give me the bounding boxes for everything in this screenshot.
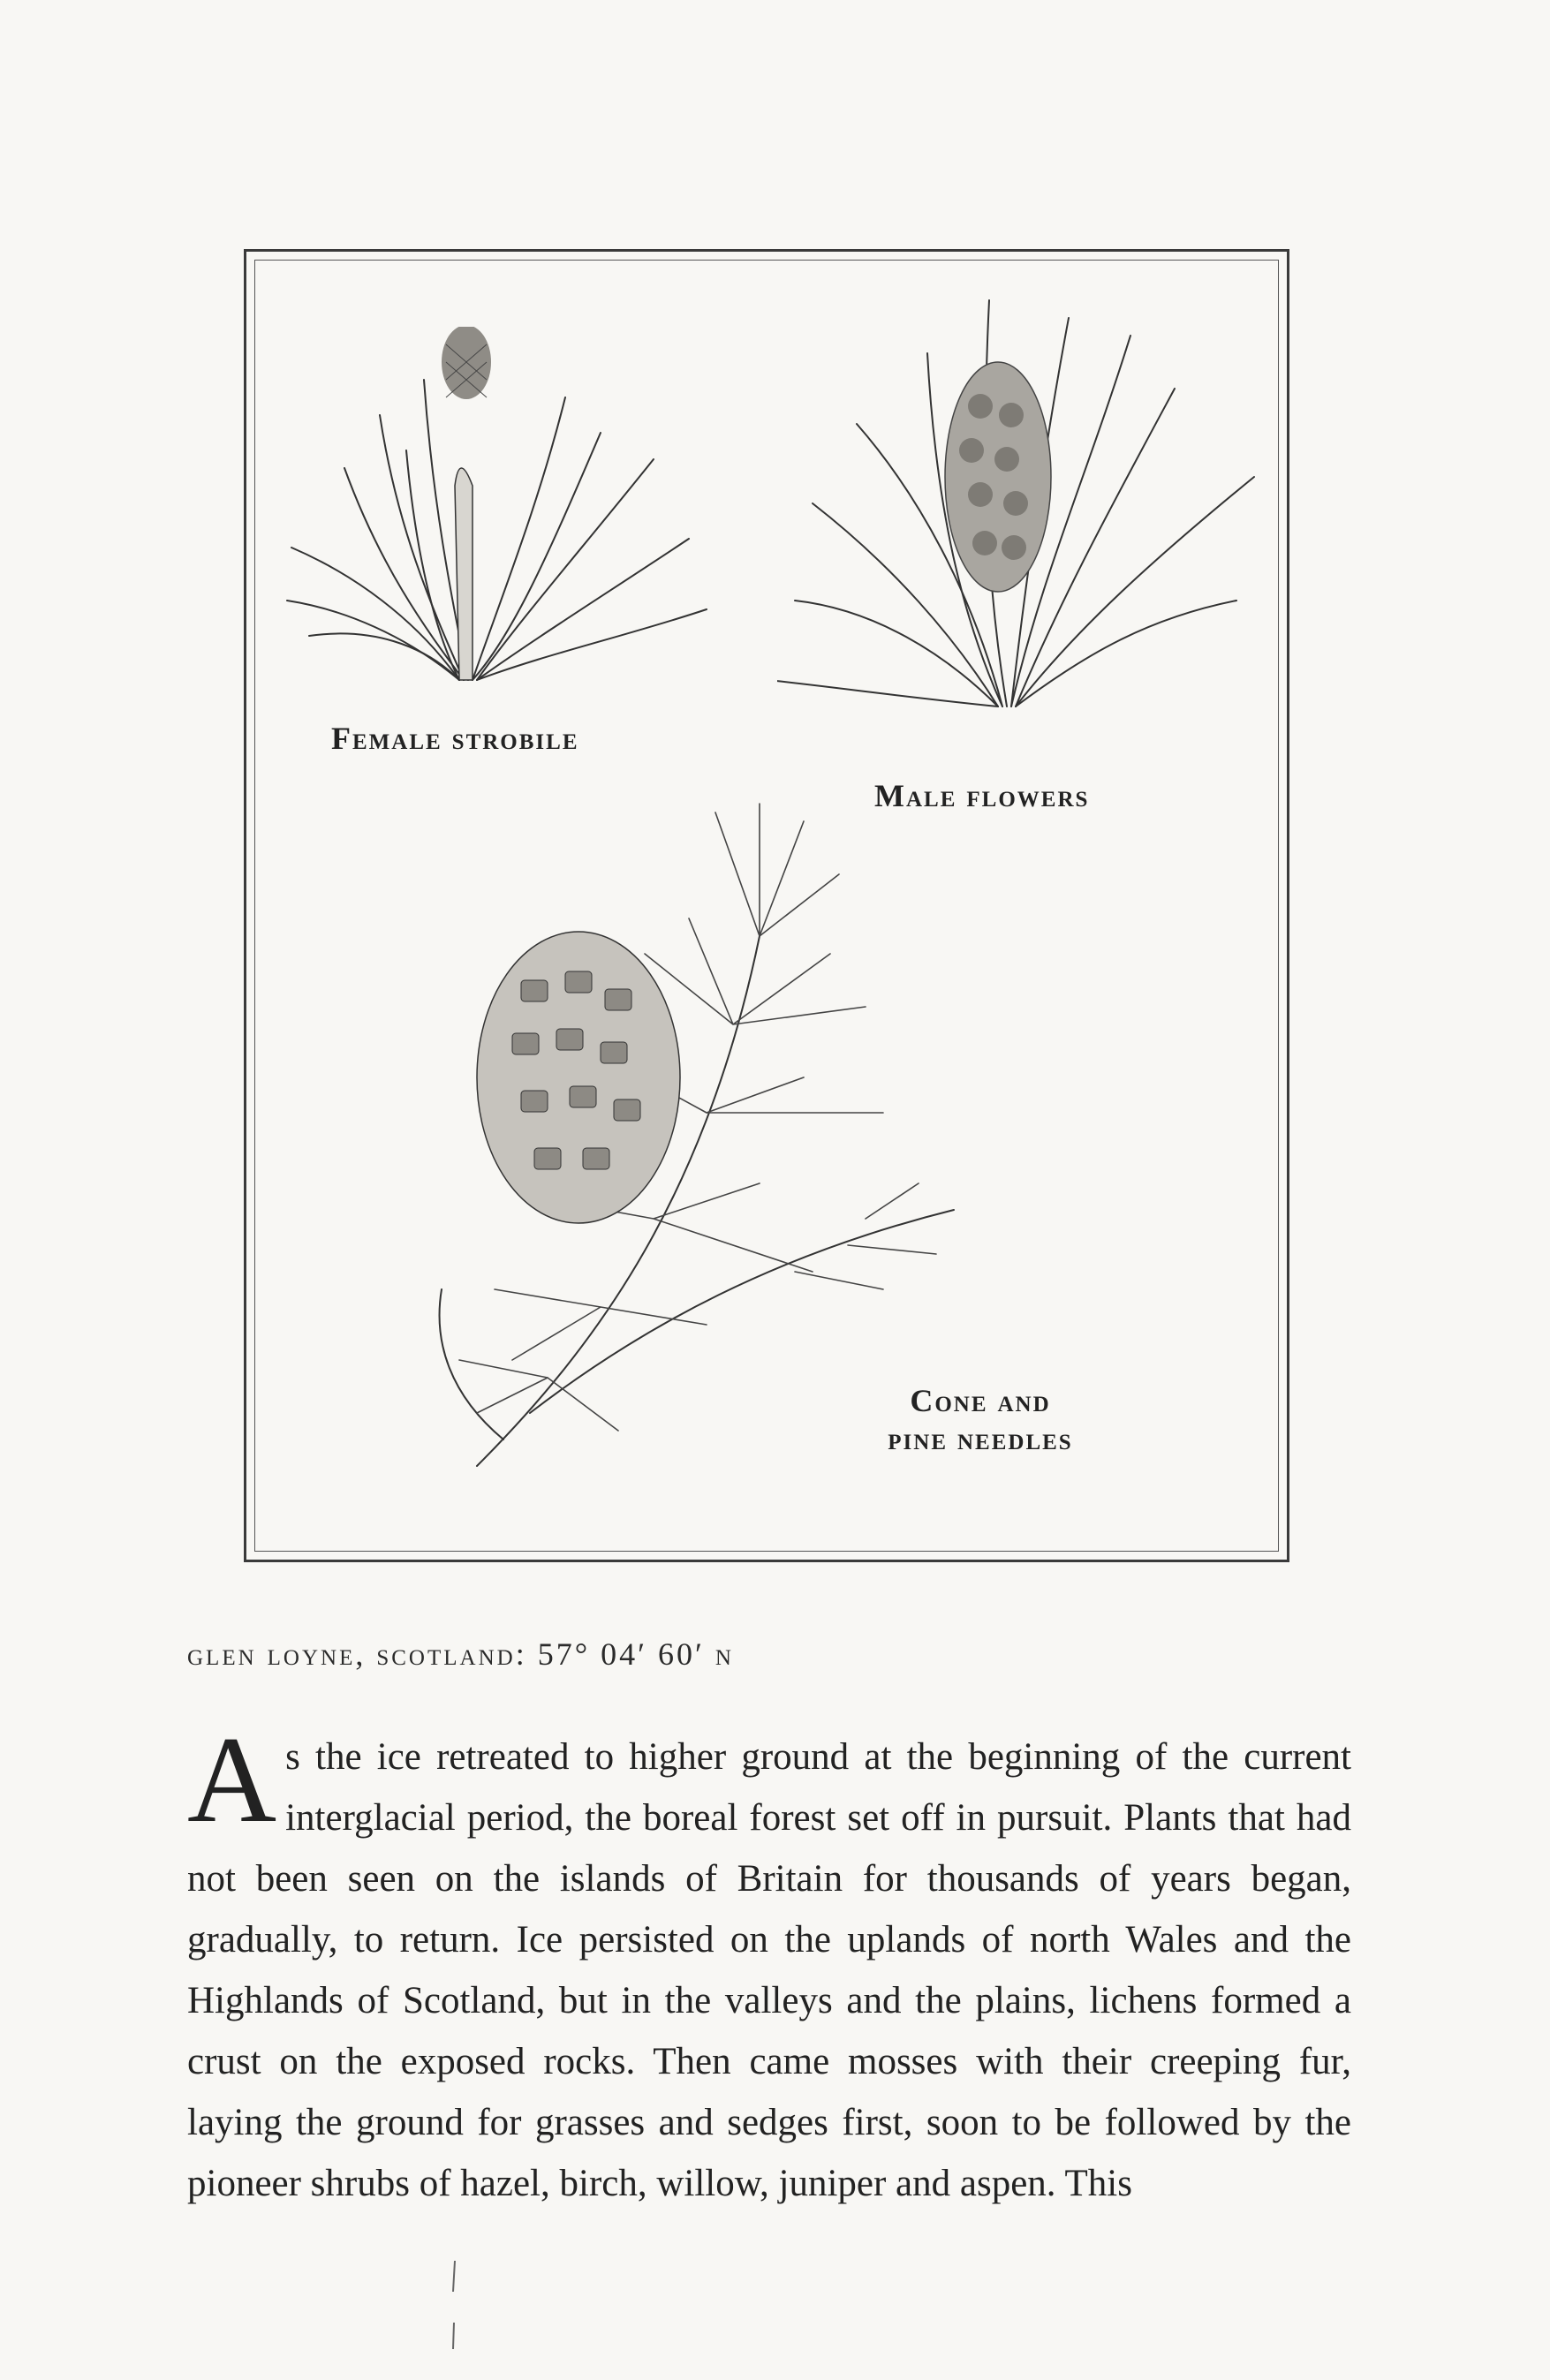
body-paragraph [187,1711,1351,2214]
male-flowers-icon [777,283,1272,724]
cone-label-line1: Cone and [910,1383,1051,1418]
cone-label [866,1382,1095,1458]
stray-pencil-mark [446,2256,464,2354]
female-strobile-icon [283,327,724,698]
female-strobile-label: Female strobile [331,721,579,756]
male-flowers-label: Male flowers [874,778,1090,813]
paragraph-text: s the ice retreated to higher ground at the beginning of the current interglacial period, the boreal forest set off in pursuit. Plants that had not been seen on the islands of Britain for thousands of years began, gradually, to return. Ice persisted on the uplands of north Wales and the Highlands of Scotland, but in the valleys and the plains, lichens formed a crust on the exposed rocks. Then came mosses with their creeping fur, laying the ground for grasses and sedges first, soon to be followed by the pioneer shrubs of hazel, birch, willow, juniper and aspen. This [187,1736,1351,2204]
cone-label-line2: pine needles [888,1421,1073,1457]
drop-cap: A [187,1711,277,1848]
cone-and-needles-icon [424,795,972,1484]
location-heading: glen loyne, scotland: 57° 04′ 60′ n [187,1636,734,1672]
